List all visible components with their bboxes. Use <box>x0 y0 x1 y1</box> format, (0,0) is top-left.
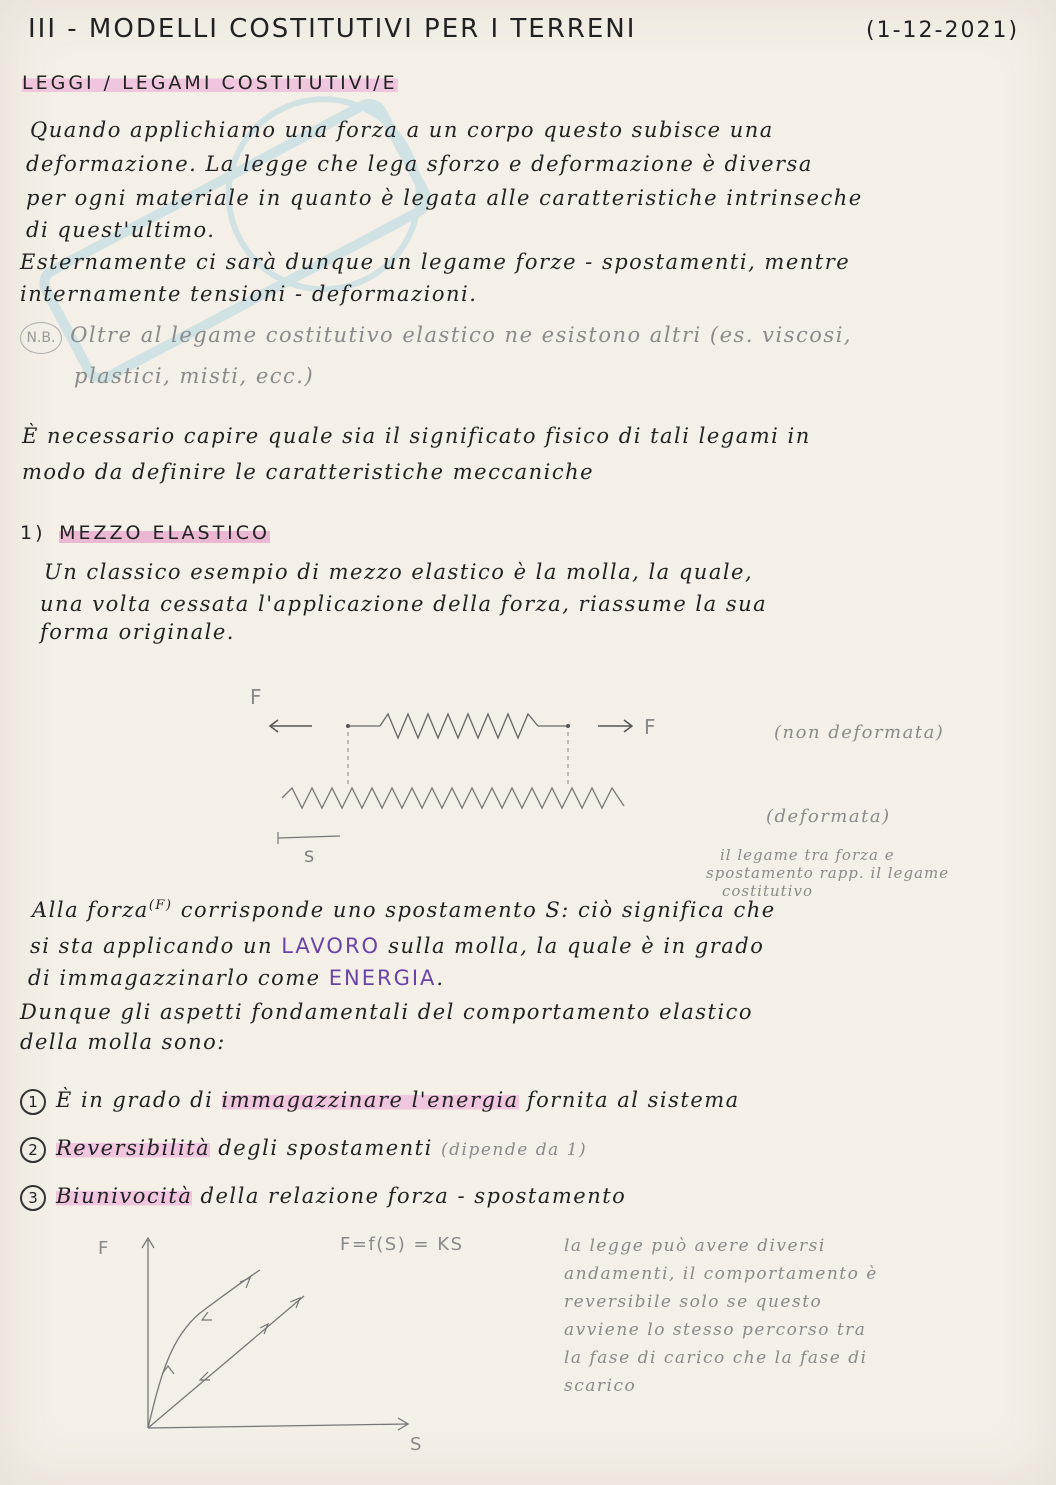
work-line-1 <box>32 898 776 922</box>
aspect-number-1: 1 <box>20 1089 46 1115</box>
section-heading: LEGGI / LEGAMI COSTITUTIVI/E <box>22 72 398 94</box>
graph-loading-curve <box>148 1270 260 1428</box>
aspect-number-3: 3 <box>20 1185 46 1211</box>
mezzo-heading-row <box>20 522 270 544</box>
side-note-line-3: costitutivo <box>722 882 813 900</box>
spring-end-right <box>566 724 570 728</box>
aspect-2-text-b: degli spostamenti <box>210 1136 442 1160</box>
aspect-3-highlight: Biunivocità <box>56 1184 193 1208</box>
graph-note-line-2: andamenti, il comportamento è <box>564 1264 878 1284</box>
spring-force-left-label: F <box>250 685 262 709</box>
intro-line-4: di quest'ultimo. <box>26 218 216 242</box>
nb-badge: N.B. <box>20 322 62 354</box>
mezzo-number: 1) <box>20 522 46 544</box>
spring-force-right-label: F <box>644 715 656 739</box>
graph-formula: F=f(S) = KS <box>340 1234 464 1255</box>
spring-end-left <box>346 724 350 728</box>
work-keyword-lavoro: LAVORO <box>281 934 381 958</box>
graph-note-line-4: avviene lo stesso percorso tra <box>564 1320 867 1340</box>
work-keyword-energia: ENERGIA <box>328 966 437 990</box>
side-note-line-1: il legame tra forza e <box>720 846 895 864</box>
displacement-label: S <box>304 847 315 866</box>
aspect-1-text-a: È in grado di <box>56 1088 222 1112</box>
work-line-1-a: Alla forza <box>32 898 149 922</box>
displacement-bar <box>278 836 340 838</box>
aspect-item-3 <box>20 1184 626 1211</box>
necessity-line-2: modo da definire le caratteristiche meccaniche <box>22 460 595 484</box>
mezzo-line-1: Un classico esempio di mezzo elastico è la molla, la quale, <box>44 560 754 584</box>
aspect-3-text-b: della relazione forza - spostamento <box>192 1184 627 1208</box>
work-line-3-b: . <box>436 966 445 990</box>
deformed-label: (deformata) <box>766 806 891 827</box>
aspects-intro-line-2: della molla sono: <box>20 1030 226 1054</box>
spring-undeformed-coil <box>380 714 538 738</box>
graph-note-line-3: reversibile solo se questo <box>564 1292 823 1312</box>
aspect-2-highlight: Reversibilità <box>56 1136 211 1160</box>
work-line-1-b: corrisponde uno spostamento S: ciò significa che <box>172 898 776 922</box>
aspects-intro-line-1: Dunque gli aspetti fondamentali del comportamento elastico <box>20 1000 754 1024</box>
nb-note-text-1: Oltre al legame costitutivo elastico ne esistono altri (es. viscosi, <box>70 323 853 347</box>
work-force-sup: (F) <box>148 898 173 913</box>
graph-x-axis <box>148 1424 408 1428</box>
graph-arrow-down-1 <box>202 1312 212 1320</box>
aspect-2-note: (dipende da 1) <box>441 1140 588 1160</box>
work-line-3 <box>28 966 445 990</box>
intro-line-1: Quando applichiamo una forza a un corpo questo subisce una <box>30 118 774 142</box>
mezzo-heading: MEZZO ELASTICO <box>59 522 271 544</box>
external-line-2: internamente tensioni - deformazioni. <box>20 282 478 306</box>
side-note-line-2: spostamento rapp. il legame <box>706 864 950 882</box>
force-displacement-graph <box>90 1228 440 1468</box>
work-line-2-a: si sta applicando un <box>30 934 282 958</box>
graph-linear-line <box>148 1296 304 1428</box>
mezzo-line-2: una volta cessata l'applicazione della forza, riassume la sua <box>40 592 768 616</box>
graph-note-line-1: la legge può avere diversi <box>564 1236 826 1256</box>
aspect-1-highlight: immagazzinare l'energia <box>221 1088 519 1112</box>
nb-note-line-1 <box>20 322 852 354</box>
undeformed-label: (non deformata) <box>774 722 945 743</box>
graph-note-line-6: scarico <box>564 1376 637 1396</box>
page-title: III - MODELLI COSTITUTIVI PER I TERRENI <box>28 14 637 44</box>
aspect-number-2: 2 <box>20 1137 46 1163</box>
page-date: (1-12-2021) <box>866 18 1020 43</box>
work-line-3-a: di immagazzinarlo come <box>28 966 329 990</box>
work-line-2 <box>30 934 764 958</box>
necessity-line-1: È necessario capire quale sia il significato fisico di tali legami in <box>22 424 811 448</box>
nb-note-line-2: plastici, misti, ecc.) <box>74 364 315 388</box>
aspect-1-text-b: fornita al sistema <box>518 1088 740 1112</box>
work-line-2-b: sulla molla, la quale è in grado <box>380 934 765 958</box>
aspect-item-2 <box>20 1136 587 1163</box>
intro-line-3: per ogni materiale in quanto è legata alle caratteristiche intrinseche <box>26 186 863 210</box>
graph-y-label: F <box>98 1238 109 1259</box>
graph-x-label: S <box>410 1434 422 1455</box>
intro-line-2: deformazione. La legge che lega sforzo e deformazione è diversa <box>26 152 813 176</box>
spring-deformed-coil <box>282 788 624 808</box>
external-line-1: Esternamente ci sarà dunque un legame forze - spostamenti, mentre <box>20 250 851 274</box>
aspect-item-1 <box>20 1088 740 1115</box>
graph-note-line-5: la fase di carico che la fase di <box>564 1348 868 1368</box>
spring-diagram <box>240 680 660 870</box>
mezzo-line-3: forma originale. <box>40 620 235 644</box>
